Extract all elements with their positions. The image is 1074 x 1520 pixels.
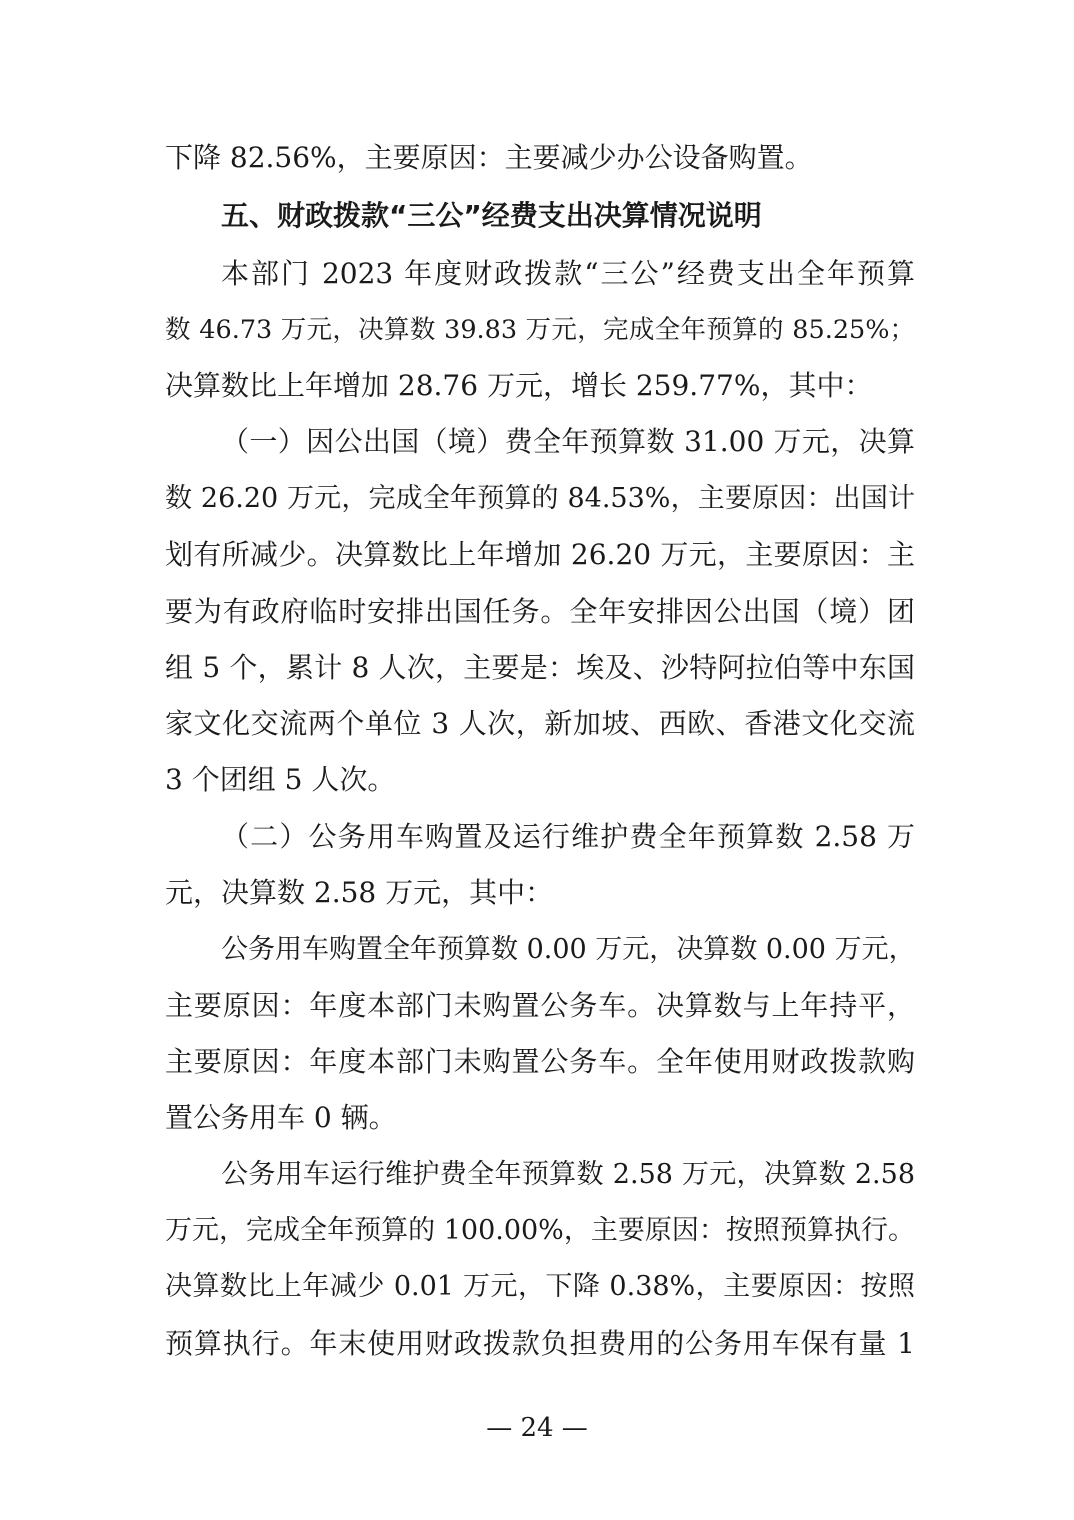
text-line: 公务用车购置全年预算数 0.00 万元，决算数 0.00 万元， [221, 934, 916, 965]
text-line: 决算数比上年增加 28.76 万元，增长 259.77%，其中： [165, 369, 873, 402]
text-line: 主要原因：年度本部门未购置公务车。决算数与上年持平， [165, 989, 915, 1022]
text-line: 数 46.73 万元，决算数 39.83 万元，完成全年预算的 85.25%； [165, 315, 915, 345]
page-number: — 24 — [486, 1413, 588, 1443]
text-line: 组 5 个，累计 8 人次，主要是：埃及、沙特阿拉伯等中东国 [165, 651, 915, 684]
text-line: 划有所减少。决算数比上年增加 26.20 万元，主要原因：主 [165, 538, 915, 571]
text-line: 数 26.20 万元，完成全年预算的 84.53%，主要原因：出国计 [165, 483, 915, 514]
text-line: 万元，完成全年预算的 100.00%，主要原因：按照预算执行。 [165, 1215, 915, 1246]
text-line: 本部门 2023 年度财政拨款“三公”经费支出全年预算 [221, 257, 915, 290]
text-line: 家文化交流两个单位 3 人次，新加坡、西欧、香港文化交流 [165, 707, 915, 740]
text-line: 主要原因：年度本部门未购置公务车。全年使用财政拨款购 [165, 1045, 915, 1078]
text-line: 决算数比上年减少 0.01 万元，下降 0.38%，主要原因：按照 [165, 1271, 915, 1302]
text-line: 置公务用车 0 辆。 [165, 1101, 397, 1134]
text-line: 预算执行。年末使用财政拨款负担费用的公务用车保有量 1 [165, 1327, 915, 1360]
text-line: 下降 82.56%，主要原因：主要减少办公设备购置。 [165, 141, 813, 174]
text-line: 3 个团组 5 人次。 [165, 763, 396, 796]
text-line: 公务用车运行维护费全年预算数 2.58 万元，决算数 2.58 [221, 1159, 915, 1190]
text-line: 要为有政府临时安排出国任务。全年安排因公出国（境）团 [165, 595, 915, 628]
text-line: （一）因公出国（境）费全年预算数 31.00 万元，决算 [221, 425, 915, 458]
text-line: （二）公务用车购置及运行维护费全年预算数 2.58 万 [221, 820, 915, 853]
section-heading: 五、财政拨款“三公”经费支出决算情况说明 [221, 199, 762, 232]
text-line: 元，决算数 2.58 万元，其中： [165, 876, 554, 909]
